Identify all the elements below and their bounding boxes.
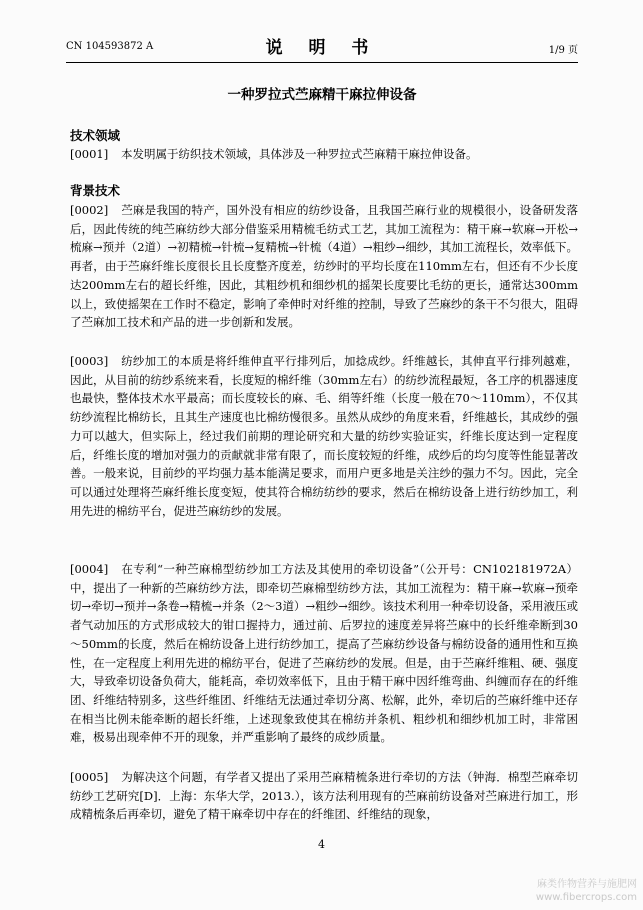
paragraph-number: [0003] (70, 354, 109, 368)
header-divider (66, 62, 578, 63)
document-type-title: 说 明 书 (265, 38, 379, 58)
paragraph-text: 纺纱加工的本质是将纤维伸直平行排列后，加捻成纱。纤维越长，其伸直平行排列越难，因此，从目前的纺纱系统来看，长度短的棉纤维（30mm左右）的纺纱流程最短，各工序的机器速度也最快，整体技术水平最高；而长度较长的麻、毛、绢等纤维（长度一般在70～110mm），不仅其纺纱流程比棉纺长，且其生产速度也比棉纺慢很多。虽然从成纱的角度来看，纤维越长，其成纱的强力可以越大，但实际上，经过我们前期的理论研究和大量的纺纱实验证实，纤维长度达到一定程度后，纤维长度的增加对强力的贡献就非常有限了，而长度较短的纤维，成纱后的均匀度等性能显著改善。一般来说，目前纱的平均强力基本能满足要求，而用户更多地是关注纱的强力不匀。因此，完全可以通过处理将苎麻纤维长度变短，使其符合棉纺纺纱的要求，然后在棉纺设备上进行纺纱加工，利用先进的棉纺平台，促进苎麻纺纱的发展。 (70, 354, 578, 518)
paragraph-0002 (70, 201, 578, 332)
invention-title: 一种罗拉式苎麻精干麻拉伸设备 (227, 87, 417, 103)
section-heading-technical-field: 技术领域 (70, 128, 121, 143)
section-heading-background: 背景技术 (70, 183, 121, 198)
paragraph-number: [0002] (70, 203, 109, 217)
paragraph-0005 (70, 768, 578, 824)
paragraph-text: 为解决这个问题，有学者又提出了采用苎麻精梳条进行牵切的方法（钟海．棉型苎麻牵切纺纱工艺研究[D]．上海：东华大学，2013.），该方法利用现有的苎麻前纺设备对苎麻进行加工，形成精梳条后再牵切，避免了精干麻牵切中存在的纤维团、纤维结的现象， (70, 770, 578, 822)
paragraph-number: [0004] (70, 562, 109, 576)
page-indicator: 1/9 页 (548, 45, 578, 56)
paragraph-number: [0001] (70, 147, 109, 161)
paragraph-text: 在专利“一种苎麻棉型纺纱加工方法及其使用的牵切设备”（公开号：CN102181972A）中，提出了一种新的苎麻纺纱方法，即牵切苎麻棉型纺纱方法，其加工流程为：精干麻→软麻→预牵切→牵切→预并→条卷→精梳→并条（2～3道）→粗纱→细纱。该技术利用一种牵切设备，采用液压或者气动加压的方式形成较大的钳口握持力，通过前、后罗拉的速度差异将苎麻中的长纤维牵断到30～50mm的长度，然后在棉纺设备上进行纺纱加工，提高了苎麻纺纱设备与棉纺设备的通用性和互换性，在一定程度上利用先进的棉纺平台，促进了苎麻纺纱的发展。但是，由于苎麻纤维粗、硬、强度大，导致牵切设备负荷大，能耗高，牵切效率低下，且由于精干麻中因纤维弯曲、纠缠而存在的纤维团、纤维结特别多，这些纤维团、纤维结无法通过牵切分离、松解，此外，牵切后的苎麻纤维中还存在相当比例未能牵断的超长纤维，上述现象致使其在棉纺并条机、粗纱机和细纱机加工时，非常困难，极易出现牵伸不开的现象，并严重影响了最终的成纱质量。 (70, 562, 578, 745)
paragraph-text: 苎麻是我国的特产，国外没有相应的纺纱设备，且我国苎麻行业的规模很小，设备研发落后，因此传统的纯苎麻纺纱大部分借鉴采用精梳毛纺式工艺，其加工流程为：精干麻→软麻→开松→梳麻→预并（2道）→初精梳→针梳→复精梳→针梳（4道）→粗纱→细纱，其加工流程长，效率低下。再者，由于苎麻纤维长度很长且长度整齐度差，纺纱时的平均长度在110mm左右，但还有不少长度达200mm左右的超长纤维，因此，其粗纱机和细纱机的摇架长度要比毛纺的更长，通常达300mm以上，致使摇架在工作时不稳定，影响了牵伸时对纤维的控制，导致了苎麻纱的条干不匀很大，阻碍了苎麻加工技术和产品的进一步创新和发展。 (70, 203, 578, 330)
watermark-url: www.fibercrops.com (535, 892, 637, 903)
paragraph-0004 (70, 560, 578, 747)
paragraph-text: 本发明属于纺织技术领域，具体涉及一种罗拉式苎麻精干麻拉伸设备。 (121, 147, 478, 161)
paragraph-0003 (70, 352, 578, 520)
page-number: 4 (318, 838, 325, 851)
watermark-site-name: 麻类作物营养与施肥网 (537, 879, 637, 890)
website-watermark (517, 878, 637, 904)
paragraph-0001 (70, 145, 578, 164)
page-header (66, 33, 578, 59)
patent-number: CN 104593872 A (66, 41, 154, 52)
paragraph-number: [0005] (70, 770, 109, 784)
